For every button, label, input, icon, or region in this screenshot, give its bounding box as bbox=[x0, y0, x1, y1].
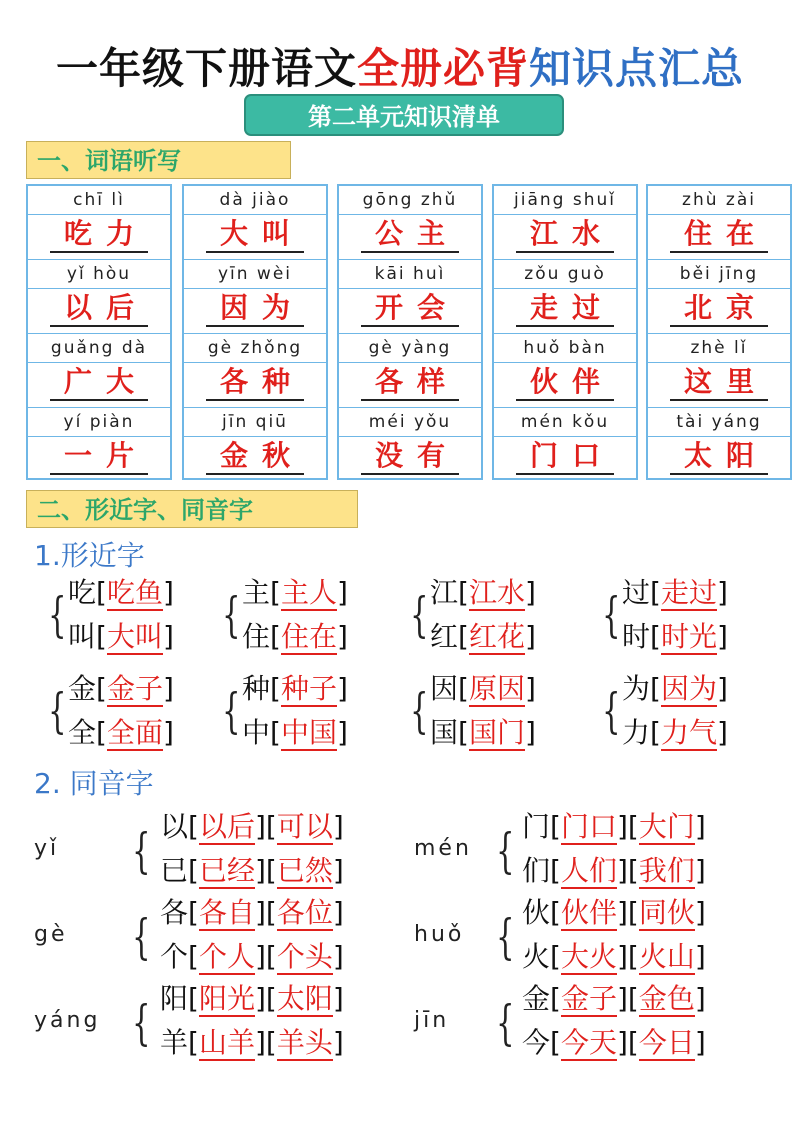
similar-char-pair bbox=[404, 668, 594, 758]
bracket-open: [ bbox=[458, 716, 469, 749]
bracket-close: ] bbox=[162, 620, 174, 653]
bracket-close: ] bbox=[716, 716, 728, 749]
example-word: 各自 bbox=[198, 896, 255, 929]
vocab-column bbox=[337, 184, 483, 480]
example-word: 各位 bbox=[276, 896, 333, 929]
bracket-open: [ bbox=[627, 1026, 639, 1059]
bracket-open: [ bbox=[188, 896, 199, 929]
bracket-open: [ bbox=[627, 896, 639, 929]
bracket-close: ] bbox=[332, 1026, 344, 1059]
title-part1: 一年级下册语文 bbox=[55, 44, 357, 93]
example-word: 个头 bbox=[276, 940, 333, 973]
dictation-word: 吃力 bbox=[50, 217, 148, 253]
bracket-open: [ bbox=[270, 716, 281, 749]
similar-char-row bbox=[68, 572, 174, 614]
dictation-word: 太阳 bbox=[670, 439, 768, 475]
similar-char-row bbox=[622, 572, 728, 614]
bracket-close: ] bbox=[716, 576, 728, 609]
vocab-column bbox=[646, 184, 792, 480]
similar-char-pair bbox=[42, 572, 232, 662]
bracket-close: ] bbox=[254, 854, 266, 887]
vocab-column bbox=[182, 184, 328, 480]
dictation-word: 伙伴 bbox=[516, 365, 614, 401]
example-word: 我们 bbox=[638, 854, 695, 887]
base-char: 吃 bbox=[68, 576, 97, 609]
example-word: 人们 bbox=[560, 854, 617, 887]
word-cell bbox=[184, 437, 326, 481]
bracket-close: ] bbox=[336, 576, 348, 609]
homophone-row bbox=[522, 978, 706, 1020]
example-word: 时光 bbox=[660, 620, 717, 653]
example-word: 太阳 bbox=[276, 982, 333, 1015]
dictation-word: 因为 bbox=[206, 291, 304, 327]
bracket-close: ] bbox=[616, 854, 628, 887]
brace-icon: { bbox=[602, 587, 621, 643]
bracket-close: ] bbox=[336, 620, 348, 653]
dictation-word: 大叫 bbox=[206, 217, 304, 253]
dictation-word: 各样 bbox=[361, 365, 459, 401]
pinyin-cell: gè zhǒng bbox=[184, 334, 326, 363]
base-char: 叫 bbox=[68, 620, 97, 653]
word-cell bbox=[648, 437, 790, 481]
homophone-char: 伙 bbox=[522, 896, 551, 929]
bracket-open: [ bbox=[458, 620, 469, 653]
example-word: 金子 bbox=[560, 982, 617, 1015]
bracket-close: ] bbox=[616, 810, 628, 843]
dictation-word: 没有 bbox=[361, 439, 459, 475]
example-word: 吃鱼 bbox=[106, 576, 163, 609]
bracket-open: [ bbox=[265, 896, 277, 929]
similar-char-row bbox=[68, 668, 174, 710]
base-char: 江 bbox=[430, 576, 459, 609]
word-cell bbox=[184, 215, 326, 260]
similar-char-pair bbox=[216, 572, 406, 662]
similar-char-pair bbox=[596, 572, 786, 662]
base-char: 住 bbox=[242, 620, 271, 653]
bracket-open: [ bbox=[650, 672, 661, 705]
bracket-close: ] bbox=[716, 620, 728, 653]
example-word: 可以 bbox=[276, 810, 333, 843]
homophone-char: 羊 bbox=[160, 1026, 189, 1059]
pinyin-cell: yīn wèi bbox=[184, 260, 326, 289]
bracket-close: ] bbox=[336, 672, 348, 705]
word-cell bbox=[339, 363, 481, 408]
similar-char-pair bbox=[404, 572, 594, 662]
example-word: 以后 bbox=[198, 810, 255, 843]
example-word: 大火 bbox=[560, 940, 617, 973]
dictation-word: 江水 bbox=[516, 217, 614, 253]
homophone-pinyin: mén bbox=[414, 836, 472, 861]
word-cell bbox=[184, 363, 326, 408]
example-word: 种子 bbox=[280, 672, 337, 705]
bracket-open: [ bbox=[550, 854, 561, 887]
bracket-open: [ bbox=[188, 940, 199, 973]
base-char: 主 bbox=[242, 576, 271, 609]
example-word: 同伙 bbox=[638, 896, 695, 929]
bracket-close: ] bbox=[616, 940, 628, 973]
similar-char-row bbox=[430, 572, 536, 614]
word-cell bbox=[28, 363, 170, 408]
homophone-char: 门 bbox=[522, 810, 551, 843]
bracket-close: ] bbox=[332, 896, 344, 929]
bracket-open: [ bbox=[188, 1026, 199, 1059]
homophone-char: 金 bbox=[522, 982, 551, 1015]
homophone-pinyin: yáng bbox=[34, 1008, 101, 1033]
bracket-close: ] bbox=[694, 940, 706, 973]
base-char: 红 bbox=[430, 620, 459, 653]
word-cell bbox=[339, 215, 481, 260]
example-word: 江水 bbox=[468, 576, 525, 609]
bracket-open: [ bbox=[550, 940, 561, 973]
similar-char-row bbox=[68, 712, 174, 754]
homophone-row bbox=[522, 806, 706, 848]
example-word: 已然 bbox=[276, 854, 333, 887]
pinyin-cell: jiāng shuǐ bbox=[494, 186, 636, 215]
similar-char-row bbox=[430, 616, 536, 658]
bracket-open: [ bbox=[96, 576, 107, 609]
example-word: 国门 bbox=[468, 716, 525, 749]
similar-char-row bbox=[430, 668, 536, 710]
base-char: 种 bbox=[242, 672, 271, 705]
brace-icon: { bbox=[602, 683, 621, 739]
brace-icon: { bbox=[496, 823, 515, 879]
example-word: 大叫 bbox=[106, 620, 163, 653]
pinyin-cell: gōng zhǔ bbox=[339, 186, 481, 215]
example-word: 主人 bbox=[280, 576, 337, 609]
word-cell bbox=[184, 289, 326, 334]
bracket-close: ] bbox=[332, 982, 344, 1015]
example-word: 阳光 bbox=[198, 982, 255, 1015]
bracket-close: ] bbox=[616, 896, 628, 929]
similar-chars-heading: 1.形近字 bbox=[34, 539, 145, 572]
homophone-pinyin: yǐ bbox=[34, 836, 60, 861]
bracket-open: [ bbox=[265, 1026, 277, 1059]
homophone-row bbox=[522, 1022, 706, 1064]
vocab-column bbox=[492, 184, 638, 480]
bracket-open: [ bbox=[627, 940, 639, 973]
bracket-open: [ bbox=[270, 620, 281, 653]
bracket-open: [ bbox=[265, 982, 277, 1015]
similar-char-pair bbox=[42, 668, 232, 758]
similar-char-row bbox=[622, 712, 728, 754]
homophone-char: 阳 bbox=[160, 982, 189, 1015]
bracket-close: ] bbox=[254, 940, 266, 973]
bracket-close: ] bbox=[524, 576, 536, 609]
bracket-open: [ bbox=[550, 810, 561, 843]
bracket-close: ] bbox=[332, 940, 344, 973]
bracket-open: [ bbox=[270, 672, 281, 705]
bracket-close: ] bbox=[162, 716, 174, 749]
pinyin-cell: tài yáng bbox=[648, 408, 790, 437]
bracket-open: [ bbox=[265, 810, 277, 843]
bracket-close: ] bbox=[332, 810, 344, 843]
pinyin-cell: jīn qiū bbox=[184, 408, 326, 437]
bracket-close: ] bbox=[162, 672, 174, 705]
bracket-open: [ bbox=[550, 1026, 561, 1059]
homophone-row bbox=[160, 806, 344, 848]
bracket-open: [ bbox=[265, 854, 277, 887]
vocab-column bbox=[26, 184, 172, 480]
bracket-open: [ bbox=[96, 620, 107, 653]
homophone-pinyin: gè bbox=[34, 922, 68, 947]
similar-char-row bbox=[622, 616, 728, 658]
similar-char-row bbox=[242, 572, 348, 614]
pinyin-cell: méi yǒu bbox=[339, 408, 481, 437]
homophone-char: 火 bbox=[522, 940, 551, 973]
pinyin-cell: zǒu guò bbox=[494, 260, 636, 289]
page-title bbox=[0, 36, 800, 96]
pinyin-cell: zhè lǐ bbox=[648, 334, 790, 363]
example-word: 原因 bbox=[468, 672, 525, 705]
bracket-open: [ bbox=[458, 576, 469, 609]
word-cell bbox=[339, 289, 481, 334]
example-word: 住在 bbox=[280, 620, 337, 653]
homophone-pinyin: jīn bbox=[414, 1008, 450, 1033]
bracket-close: ] bbox=[254, 896, 266, 929]
similar-char-row bbox=[622, 668, 728, 710]
brace-icon: { bbox=[410, 587, 429, 643]
bracket-close: ] bbox=[254, 810, 266, 843]
bracket-close: ] bbox=[694, 810, 706, 843]
bracket-close: ] bbox=[524, 672, 536, 705]
word-cell bbox=[339, 437, 481, 481]
homophone-char: 今 bbox=[522, 1026, 551, 1059]
brace-icon: { bbox=[48, 587, 67, 643]
bracket-open: [ bbox=[188, 810, 199, 843]
similar-char-row bbox=[68, 616, 174, 658]
example-word: 因为 bbox=[660, 672, 717, 705]
similar-char-row bbox=[242, 616, 348, 658]
pinyin-cell: chī lì bbox=[28, 186, 170, 215]
word-cell bbox=[28, 215, 170, 260]
example-word: 火山 bbox=[638, 940, 695, 973]
pinyin-cell: běi jīng bbox=[648, 260, 790, 289]
bracket-open: [ bbox=[627, 810, 639, 843]
homophone-char: 们 bbox=[522, 854, 551, 887]
example-word: 力气 bbox=[660, 716, 717, 749]
bracket-close: ] bbox=[716, 672, 728, 705]
example-word: 伙伴 bbox=[560, 896, 617, 929]
dictation-word: 门口 bbox=[516, 439, 614, 475]
brace-icon: { bbox=[410, 683, 429, 739]
pinyin-cell: guǎng dà bbox=[28, 334, 170, 363]
similar-char-row bbox=[430, 712, 536, 754]
bracket-open: [ bbox=[188, 854, 199, 887]
bracket-open: [ bbox=[188, 982, 199, 1015]
word-cell bbox=[648, 215, 790, 260]
dictation-word: 广大 bbox=[50, 365, 148, 401]
example-word: 羊头 bbox=[276, 1026, 333, 1059]
example-word: 个人 bbox=[198, 940, 255, 973]
similar-char-row bbox=[242, 712, 348, 754]
pinyin-cell: zhù zài bbox=[648, 186, 790, 215]
bracket-open: [ bbox=[627, 982, 639, 1015]
base-char: 为 bbox=[622, 672, 651, 705]
unit-subtitle: 第二单元知识清单 bbox=[244, 94, 564, 136]
example-word: 金子 bbox=[106, 672, 163, 705]
base-char: 中 bbox=[242, 716, 271, 749]
title-part2: 全册必背 bbox=[356, 44, 529, 93]
bracket-close: ] bbox=[254, 1026, 266, 1059]
bracket-close: ] bbox=[336, 716, 348, 749]
bracket-close: ] bbox=[616, 1026, 628, 1059]
pinyin-cell: yǐ hòu bbox=[28, 260, 170, 289]
brace-icon: { bbox=[132, 823, 151, 879]
dictation-word: 公主 bbox=[361, 217, 459, 253]
base-char: 时 bbox=[622, 620, 651, 653]
section2-title: 二、形近字、同音字 bbox=[26, 490, 358, 528]
pinyin-cell: dà jiào bbox=[184, 186, 326, 215]
homophone-char: 个 bbox=[160, 940, 189, 973]
word-cell bbox=[648, 289, 790, 334]
pinyin-cell: mén kǒu bbox=[494, 408, 636, 437]
bracket-open: [ bbox=[627, 854, 639, 887]
bracket-close: ] bbox=[694, 1026, 706, 1059]
bracket-close: ] bbox=[694, 982, 706, 1015]
homophone-row bbox=[160, 892, 344, 934]
example-word: 今日 bbox=[638, 1026, 695, 1059]
dictation-word: 北京 bbox=[670, 291, 768, 327]
brace-icon: { bbox=[222, 683, 241, 739]
base-char: 因 bbox=[430, 672, 459, 705]
pinyin-cell: huǒ bàn bbox=[494, 334, 636, 363]
word-cell bbox=[494, 215, 636, 260]
bracket-open: [ bbox=[96, 672, 107, 705]
pinyin-cell: gè yàng bbox=[339, 334, 481, 363]
bracket-open: [ bbox=[650, 620, 661, 653]
base-char: 全 bbox=[68, 716, 97, 749]
homophone-row bbox=[160, 978, 344, 1020]
dictation-word: 这里 bbox=[670, 365, 768, 401]
base-char: 国 bbox=[430, 716, 459, 749]
pinyin-cell: kāi huì bbox=[339, 260, 481, 289]
title-part3: 知识点汇总 bbox=[529, 44, 745, 93]
homophone-char: 各 bbox=[160, 896, 189, 929]
example-word: 走过 bbox=[660, 576, 717, 609]
example-word: 门口 bbox=[560, 810, 617, 843]
bracket-open: [ bbox=[650, 576, 661, 609]
dictation-word: 开会 bbox=[361, 291, 459, 327]
homophone-pinyin: huǒ bbox=[414, 922, 465, 947]
similar-char-pair bbox=[596, 668, 786, 758]
example-word: 中国 bbox=[280, 716, 337, 749]
base-char: 金 bbox=[68, 672, 97, 705]
homophone-row bbox=[522, 892, 706, 934]
word-cell bbox=[494, 363, 636, 408]
brace-icon: { bbox=[496, 995, 515, 1051]
similar-char-pair bbox=[216, 668, 406, 758]
section1-title: 一、词语听写 bbox=[26, 141, 291, 179]
bracket-open: [ bbox=[96, 716, 107, 749]
brace-icon: { bbox=[222, 587, 241, 643]
bracket-close: ] bbox=[332, 854, 344, 887]
example-word: 红花 bbox=[468, 620, 525, 653]
homophone-row bbox=[160, 936, 344, 978]
bracket-open: [ bbox=[265, 940, 277, 973]
example-word: 已经 bbox=[198, 854, 255, 887]
dictation-word: 各种 bbox=[206, 365, 304, 401]
bracket-open: [ bbox=[458, 672, 469, 705]
dictation-word: 以后 bbox=[50, 291, 148, 327]
bracket-open: [ bbox=[270, 576, 281, 609]
word-cell bbox=[494, 289, 636, 334]
bracket-close: ] bbox=[524, 716, 536, 749]
bracket-close: ] bbox=[162, 576, 174, 609]
bracket-open: [ bbox=[550, 982, 561, 1015]
homophone-row bbox=[522, 936, 706, 978]
dictation-word: 住在 bbox=[670, 217, 768, 253]
word-cell bbox=[28, 289, 170, 334]
base-char: 过 bbox=[622, 576, 651, 609]
dictation-word: 一片 bbox=[50, 439, 148, 475]
word-cell bbox=[28, 437, 170, 481]
homophone-row bbox=[160, 1022, 344, 1064]
brace-icon: { bbox=[132, 995, 151, 1051]
homophone-row bbox=[160, 850, 344, 892]
example-word: 山羊 bbox=[198, 1026, 255, 1059]
bracket-close: ] bbox=[616, 982, 628, 1015]
bracket-open: [ bbox=[550, 896, 561, 929]
dictation-word: 走过 bbox=[516, 291, 614, 327]
word-cell bbox=[494, 437, 636, 481]
example-word: 今天 bbox=[560, 1026, 617, 1059]
homophones-heading: 2. 同音字 bbox=[34, 767, 154, 800]
brace-icon: { bbox=[132, 909, 151, 965]
homophone-row bbox=[522, 850, 706, 892]
pinyin-cell: yí piàn bbox=[28, 408, 170, 437]
bracket-close: ] bbox=[694, 896, 706, 929]
brace-icon: { bbox=[48, 683, 67, 739]
example-word: 全面 bbox=[106, 716, 163, 749]
example-word: 大门 bbox=[638, 810, 695, 843]
homophone-char: 已 bbox=[160, 854, 189, 887]
example-word: 金色 bbox=[638, 982, 695, 1015]
bracket-open: [ bbox=[650, 716, 661, 749]
bracket-close: ] bbox=[694, 854, 706, 887]
homophone-char: 以 bbox=[160, 810, 189, 843]
dictation-word: 金秋 bbox=[206, 439, 304, 475]
similar-char-row bbox=[242, 668, 348, 710]
bracket-close: ] bbox=[524, 620, 536, 653]
word-cell bbox=[648, 363, 790, 408]
brace-icon: { bbox=[496, 909, 515, 965]
base-char: 力 bbox=[622, 716, 651, 749]
bracket-close: ] bbox=[254, 982, 266, 1015]
